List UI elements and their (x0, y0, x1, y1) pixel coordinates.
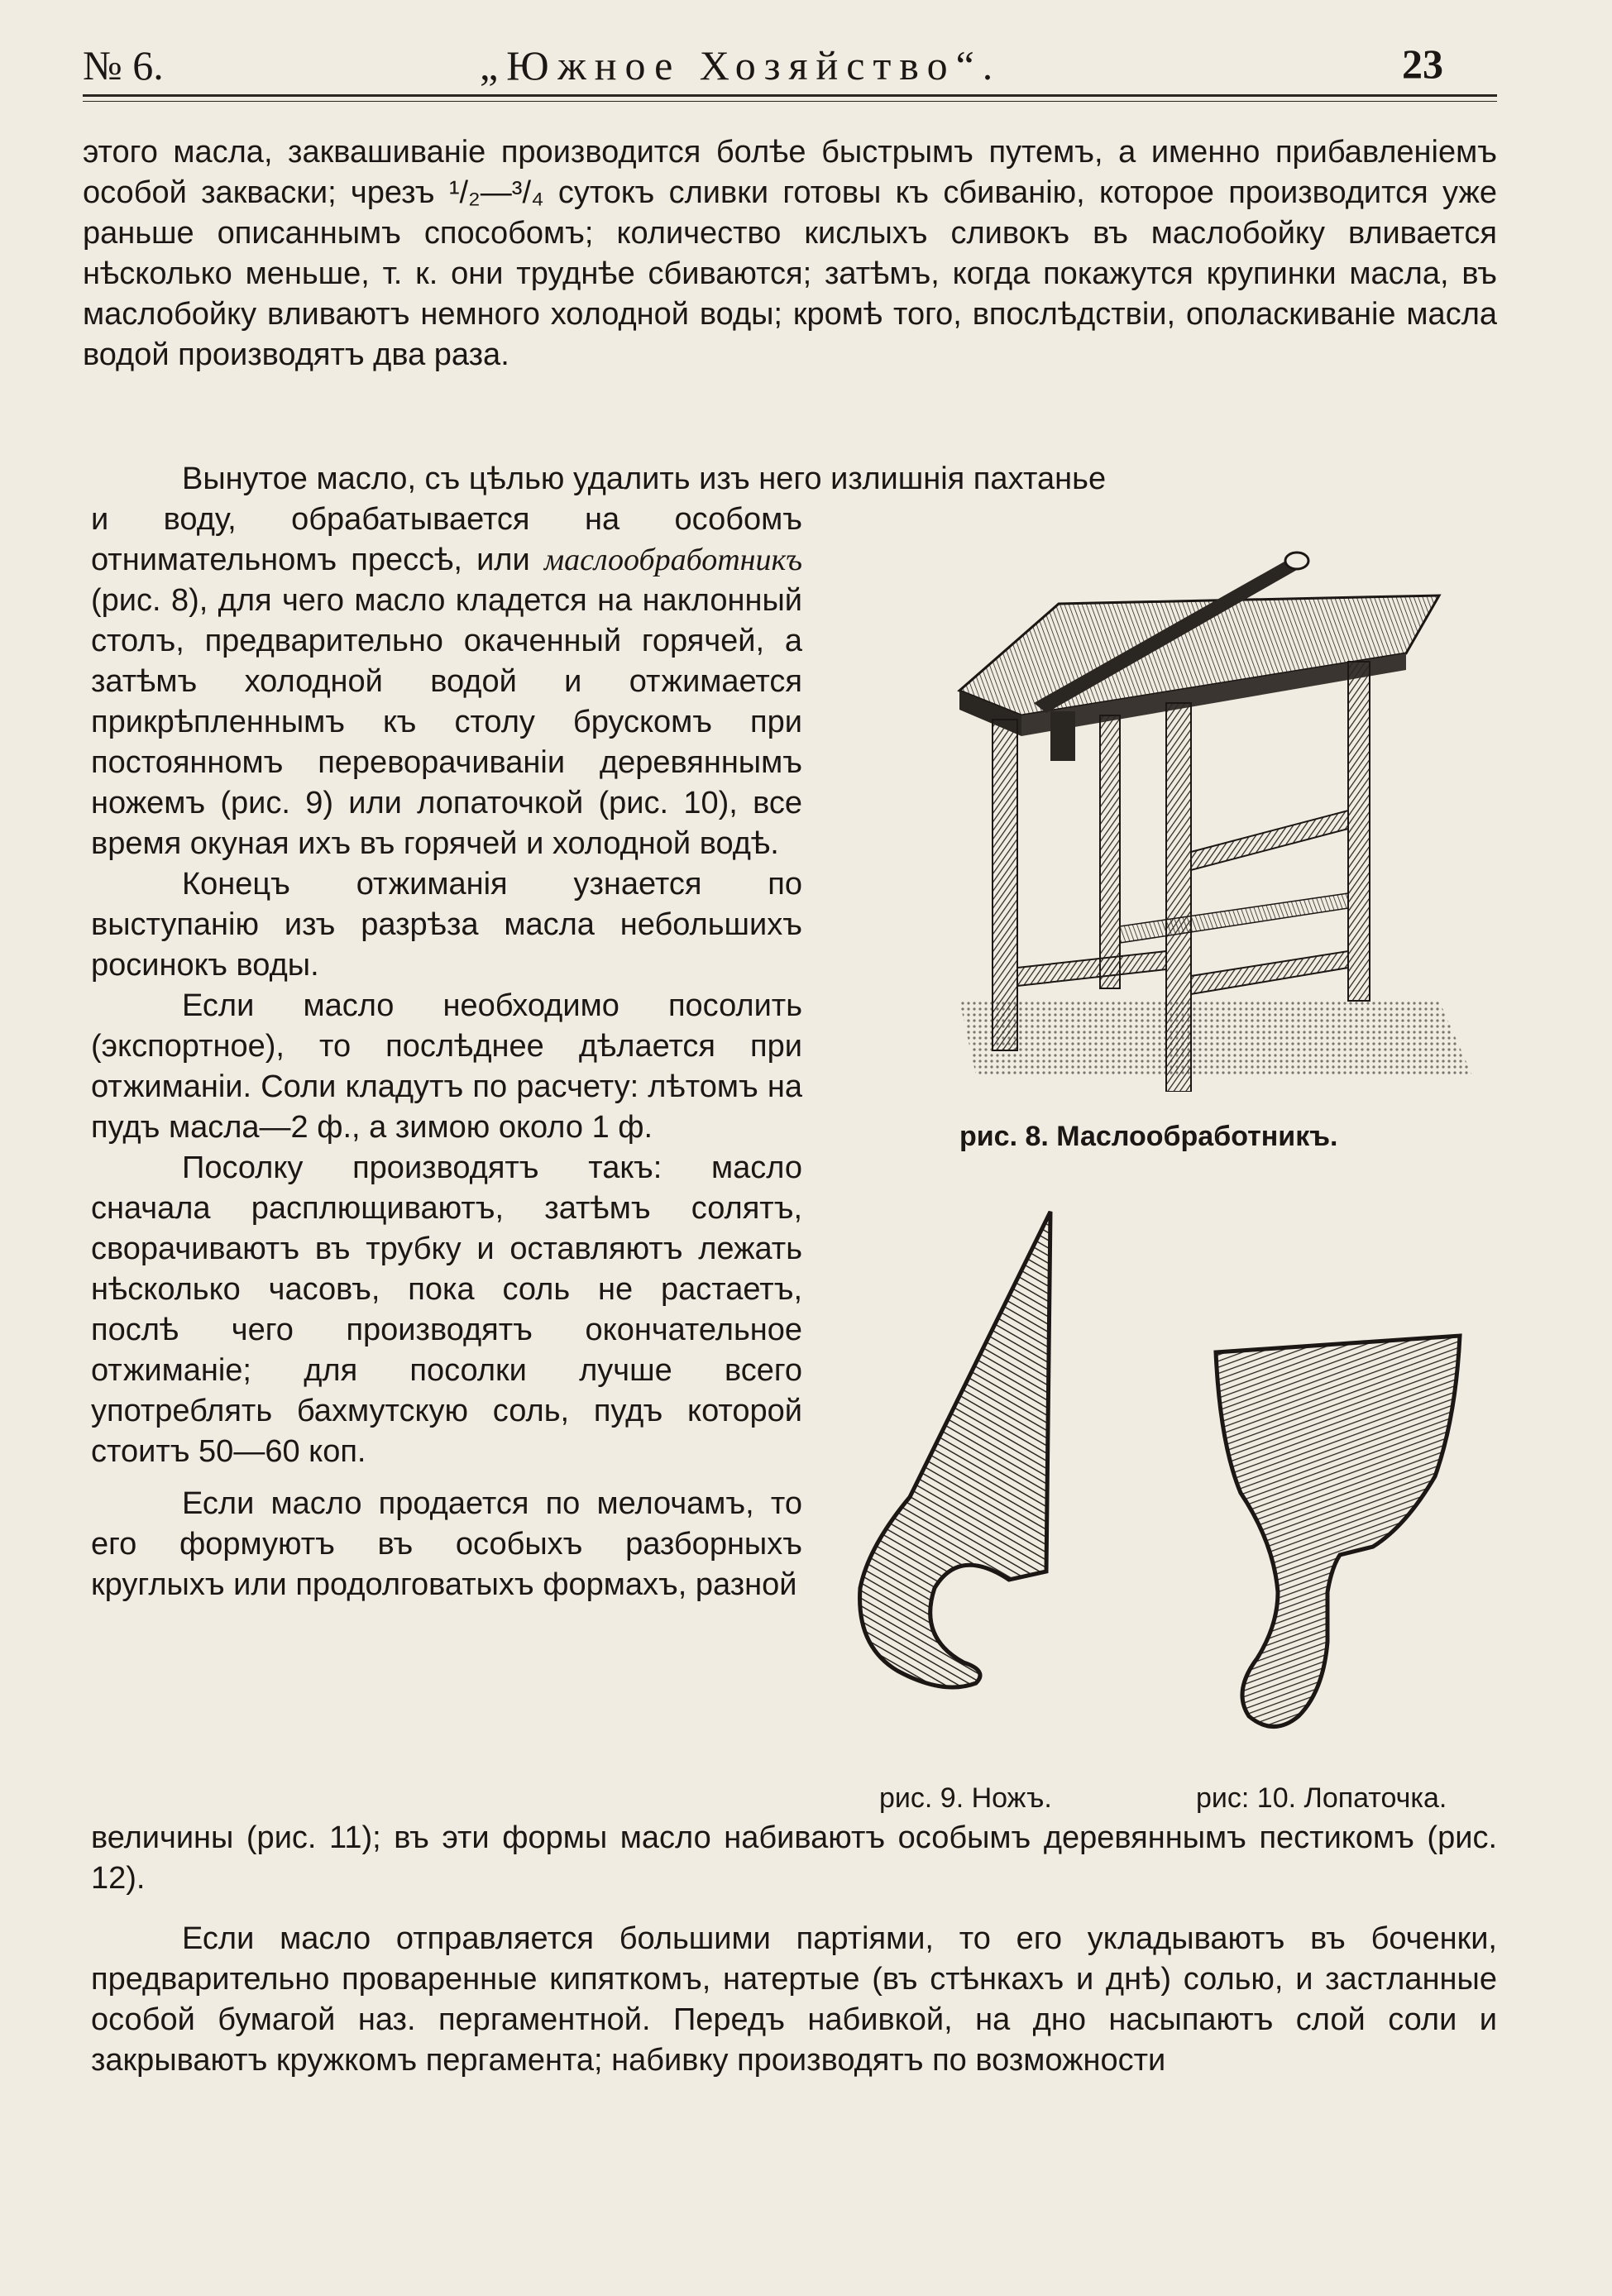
wooden-knife-illustration (844, 1199, 1100, 1696)
page-header (83, 40, 1489, 98)
paragraph-4: Если масло необходимо посолить (экспортное), то послѣднее дѣлается при отжиманіи. Соли кладутъ по расчету: лѣтомъ на пудъ масла—2 ф., а зимою около 1 ф. (91, 988, 802, 1145)
issue-number: № 6. (83, 42, 164, 88)
paragraph-2-italic-term: маслообработникъ (543, 543, 802, 577)
figure-9-caption: рис. 9. Ножъ. (879, 1782, 1052, 1814)
left-column (91, 500, 802, 1605)
paragraph-2-text-a: и воду, обрабатывается на особомъ отнимательномъ прессѣ, или (91, 502, 802, 577)
page-number: 23 (1402, 41, 1443, 87)
header-rule-thin (83, 101, 1497, 102)
paragraph-6-left: Если масло продается по мелочамъ, то его формуютъ въ особыхъ разборныхъ круглыхъ или продолговатыхъ формахъ, разной (91, 1486, 802, 1602)
figure-8-caption: рис. 8. Маслообработникъ. (959, 1121, 1338, 1152)
paragraph-1: этого масла, заквашиваніе производится болѣе быстрымъ путемъ, а именно прибавленіемъ особой закваски; чрезъ ¹/₂—³/₄ сутокъ сливки готовы къ сбиванію, которое производится уже раньше описаннымъ способомъ; количество кислыхъ сливокъ въ маслобойку вливается нѣсколько меньше, т. к. они труднѣе сбиваются; затѣмъ, когда покажутся крупинки масла, въ маслобойку вливаютъ немного холодной воды; кромѣ того, впослѣдствіи, ополаскиваніе масла водой производятъ два раза. (83, 135, 1497, 372)
figure-10-caption: рис: 10. Лопаточка. (1196, 1782, 1447, 1814)
paragraph-2-body (91, 500, 802, 864)
paragraph-2-first-line: Вынутое масло, съ цѣлью удалить изъ него излишнія пахтанье (182, 462, 1107, 496)
paragraph-2-text-b: (рис. 8), для чего масло кладется на наклонный столъ, предварительно окаченный горячей, а затѣмъ холодной водой и отжимается прикрѣпленнымъ къ столу брускомъ при постоянномъ переворачиваніи деревяннымъ ножемъ (рис. 9) или лопаточкой (рис. 10), все время окуная ихъ въ горячей и холодной водѣ. (91, 583, 802, 861)
paragraph-3: Конецъ отжиманія узнается по выступанію изъ разрѣза масла небольшихъ росинокъ воды. (91, 867, 802, 983)
paragraph-5: Посолку производятъ такъ: масло сначала расплющиваютъ, затѣмъ солятъ, сворачиваютъ въ трубку и оставляютъ лежать нѣсколько часовъ, пока соль не растаетъ, послѣ чего производятъ окончательное отжиманіе; для посолки лучше всего употреблять бахмутскую соль, пудъ которой стоитъ 50—60 коп. (91, 1150, 802, 1469)
wooden-spatula-illustration (1208, 1327, 1472, 1741)
paragraph-6-wide: величины (рис. 11); въ эти формы масло набиваютъ особымъ деревяннымъ пестикомъ (рис. 12). (91, 1820, 1497, 1896)
butter-worker-table-illustration (943, 538, 1480, 1092)
journal-title: „Южное Хозяйство“. (480, 42, 1002, 88)
header-rule-thick (83, 94, 1497, 97)
paragraph-7: Если масло отправляется большими партіями, то его укладываютъ въ боченки, предварительно проваренные кипяткомъ, натертые (въ стѣнкахъ и днѣ) солью, и застланные особой бумагой наз. пергаментной. Передъ набивкой, на дно насыпаютъ слой соли и закрываютъ кружкомъ пергамента; набивку производятъ по возможности (91, 1921, 1497, 2078)
